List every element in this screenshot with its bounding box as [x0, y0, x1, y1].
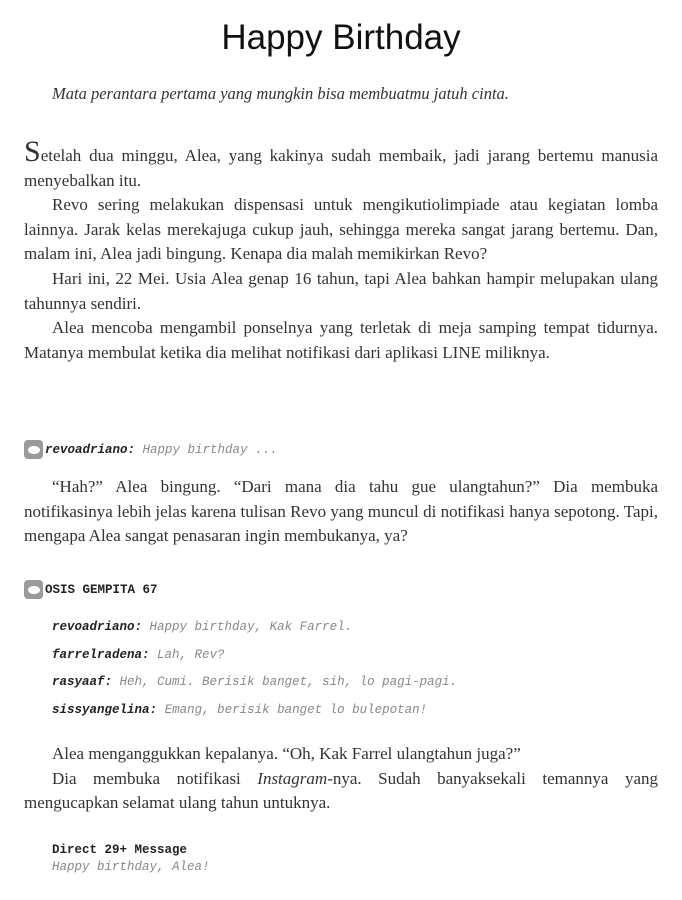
direct-message-text: Happy birthday, Alea! — [52, 860, 210, 874]
chat-line: farrelradena: Lah, Rev? — [52, 647, 225, 662]
epigraph: Mata perantara pertama yang mungkin bisa membuatmu jatuh cinta. — [52, 84, 509, 103]
prose-section-a — [24, 135, 658, 365]
chat-username: farrelradena — [52, 647, 143, 662]
chat-message: Happy birthday, Kak Farrel. — [149, 620, 353, 634]
paragraph: Alea mencoba mengambil ponselnya yang terletak di meja samping tempat tidurnya. Matanya membulat ketika dia melihat notifikasi dari aplikasi LINE miliknya. — [24, 318, 658, 362]
chat-message: Lah, Rev? — [157, 647, 225, 662]
prose-section-b — [24, 475, 658, 549]
prose-section-c — [24, 742, 658, 816]
paragraph — [24, 767, 658, 816]
chapter-title: Happy Birthday — [221, 18, 461, 57]
direct-header: Direct 29+ Message — [52, 843, 188, 857]
paragraph: Hari ini, 22 Mei. Usia Alea genap 16 tahun, tapi Alea bahkan hampir melupakan ulang tahunnya sendiri. — [24, 268, 658, 313]
group-chat — [52, 620, 457, 730]
chat-line: sissyangelina: Emang, berisik banget lo bulepotan! — [52, 702, 428, 717]
direct-message — [52, 842, 210, 876]
drop-cap: S — [24, 135, 41, 168]
chat-line: revoadriano: Happy birthday, Kak Farrel. — [52, 620, 353, 634]
chat-message: Heh, Cumi. Berisik banget, sih, lo pagi-pagi. — [119, 675, 458, 689]
group-header — [24, 580, 158, 599]
chat-line: rasyaaf: Heh, Cumi. Berisik banget, sih, lo pagi-pagi. — [52, 675, 458, 689]
chat-username: sissyangelina — [52, 702, 150, 717]
instagram-term: Instagram — [257, 768, 328, 788]
paragraph-text: -nya. Sudah banyaksekali temannya yang mengucapkan selamat ulang tahun untuknya. — [24, 768, 658, 813]
group-name: OSIS GEMPITA 67 — [45, 582, 158, 597]
paragraph: Revo sering melakukan dispensasi untuk mengikutiolimpiade atau kegiatan lomba lainnya. Jarak kelas merekajuga cukup jauh, sehingga mereka sangat jarang bertemu. Dan, malam ini, Alea jadi bingung. Kenapa dia malah memikirkan Revo? — [24, 195, 658, 264]
line-chat-icon — [24, 440, 43, 459]
paragraph — [24, 135, 658, 193]
paragraph: Alea menganggukkan kepalanya. “Oh, Kak Farrel ulangtahun juga?” — [52, 744, 521, 763]
paragraph: “Hah?” Alea bingung. “Dari mana dia tahu gue ulangtahun?” Dia membuka notifikasinya lebih jelas karena tulisan Revo yang muncul di notifikasi hanya sepotong. Tapi, mengapa Alea sangat penasaran ingin membukanya, ya? — [24, 477, 658, 546]
chat-message: Happy birthday ... — [142, 442, 278, 457]
paragraph-text: Dia membuka notifikasi — [52, 768, 258, 788]
chat-username: revoadriano — [45, 442, 128, 457]
chat-message: Emang, berisik banget lo bulepotan! — [164, 702, 428, 717]
chat-username: rasyaaf — [52, 675, 105, 689]
line-notification: revoadriano : Happy birthday ... — [24, 440, 278, 459]
line-chat-icon — [24, 580, 43, 599]
paragraph-text: etelah dua minggu, Alea, yang kakinya sudah membaik, jadi jarang bertemu manusia menyebalkan itu. — [24, 146, 658, 190]
chat-username: revoadriano — [52, 620, 135, 634]
